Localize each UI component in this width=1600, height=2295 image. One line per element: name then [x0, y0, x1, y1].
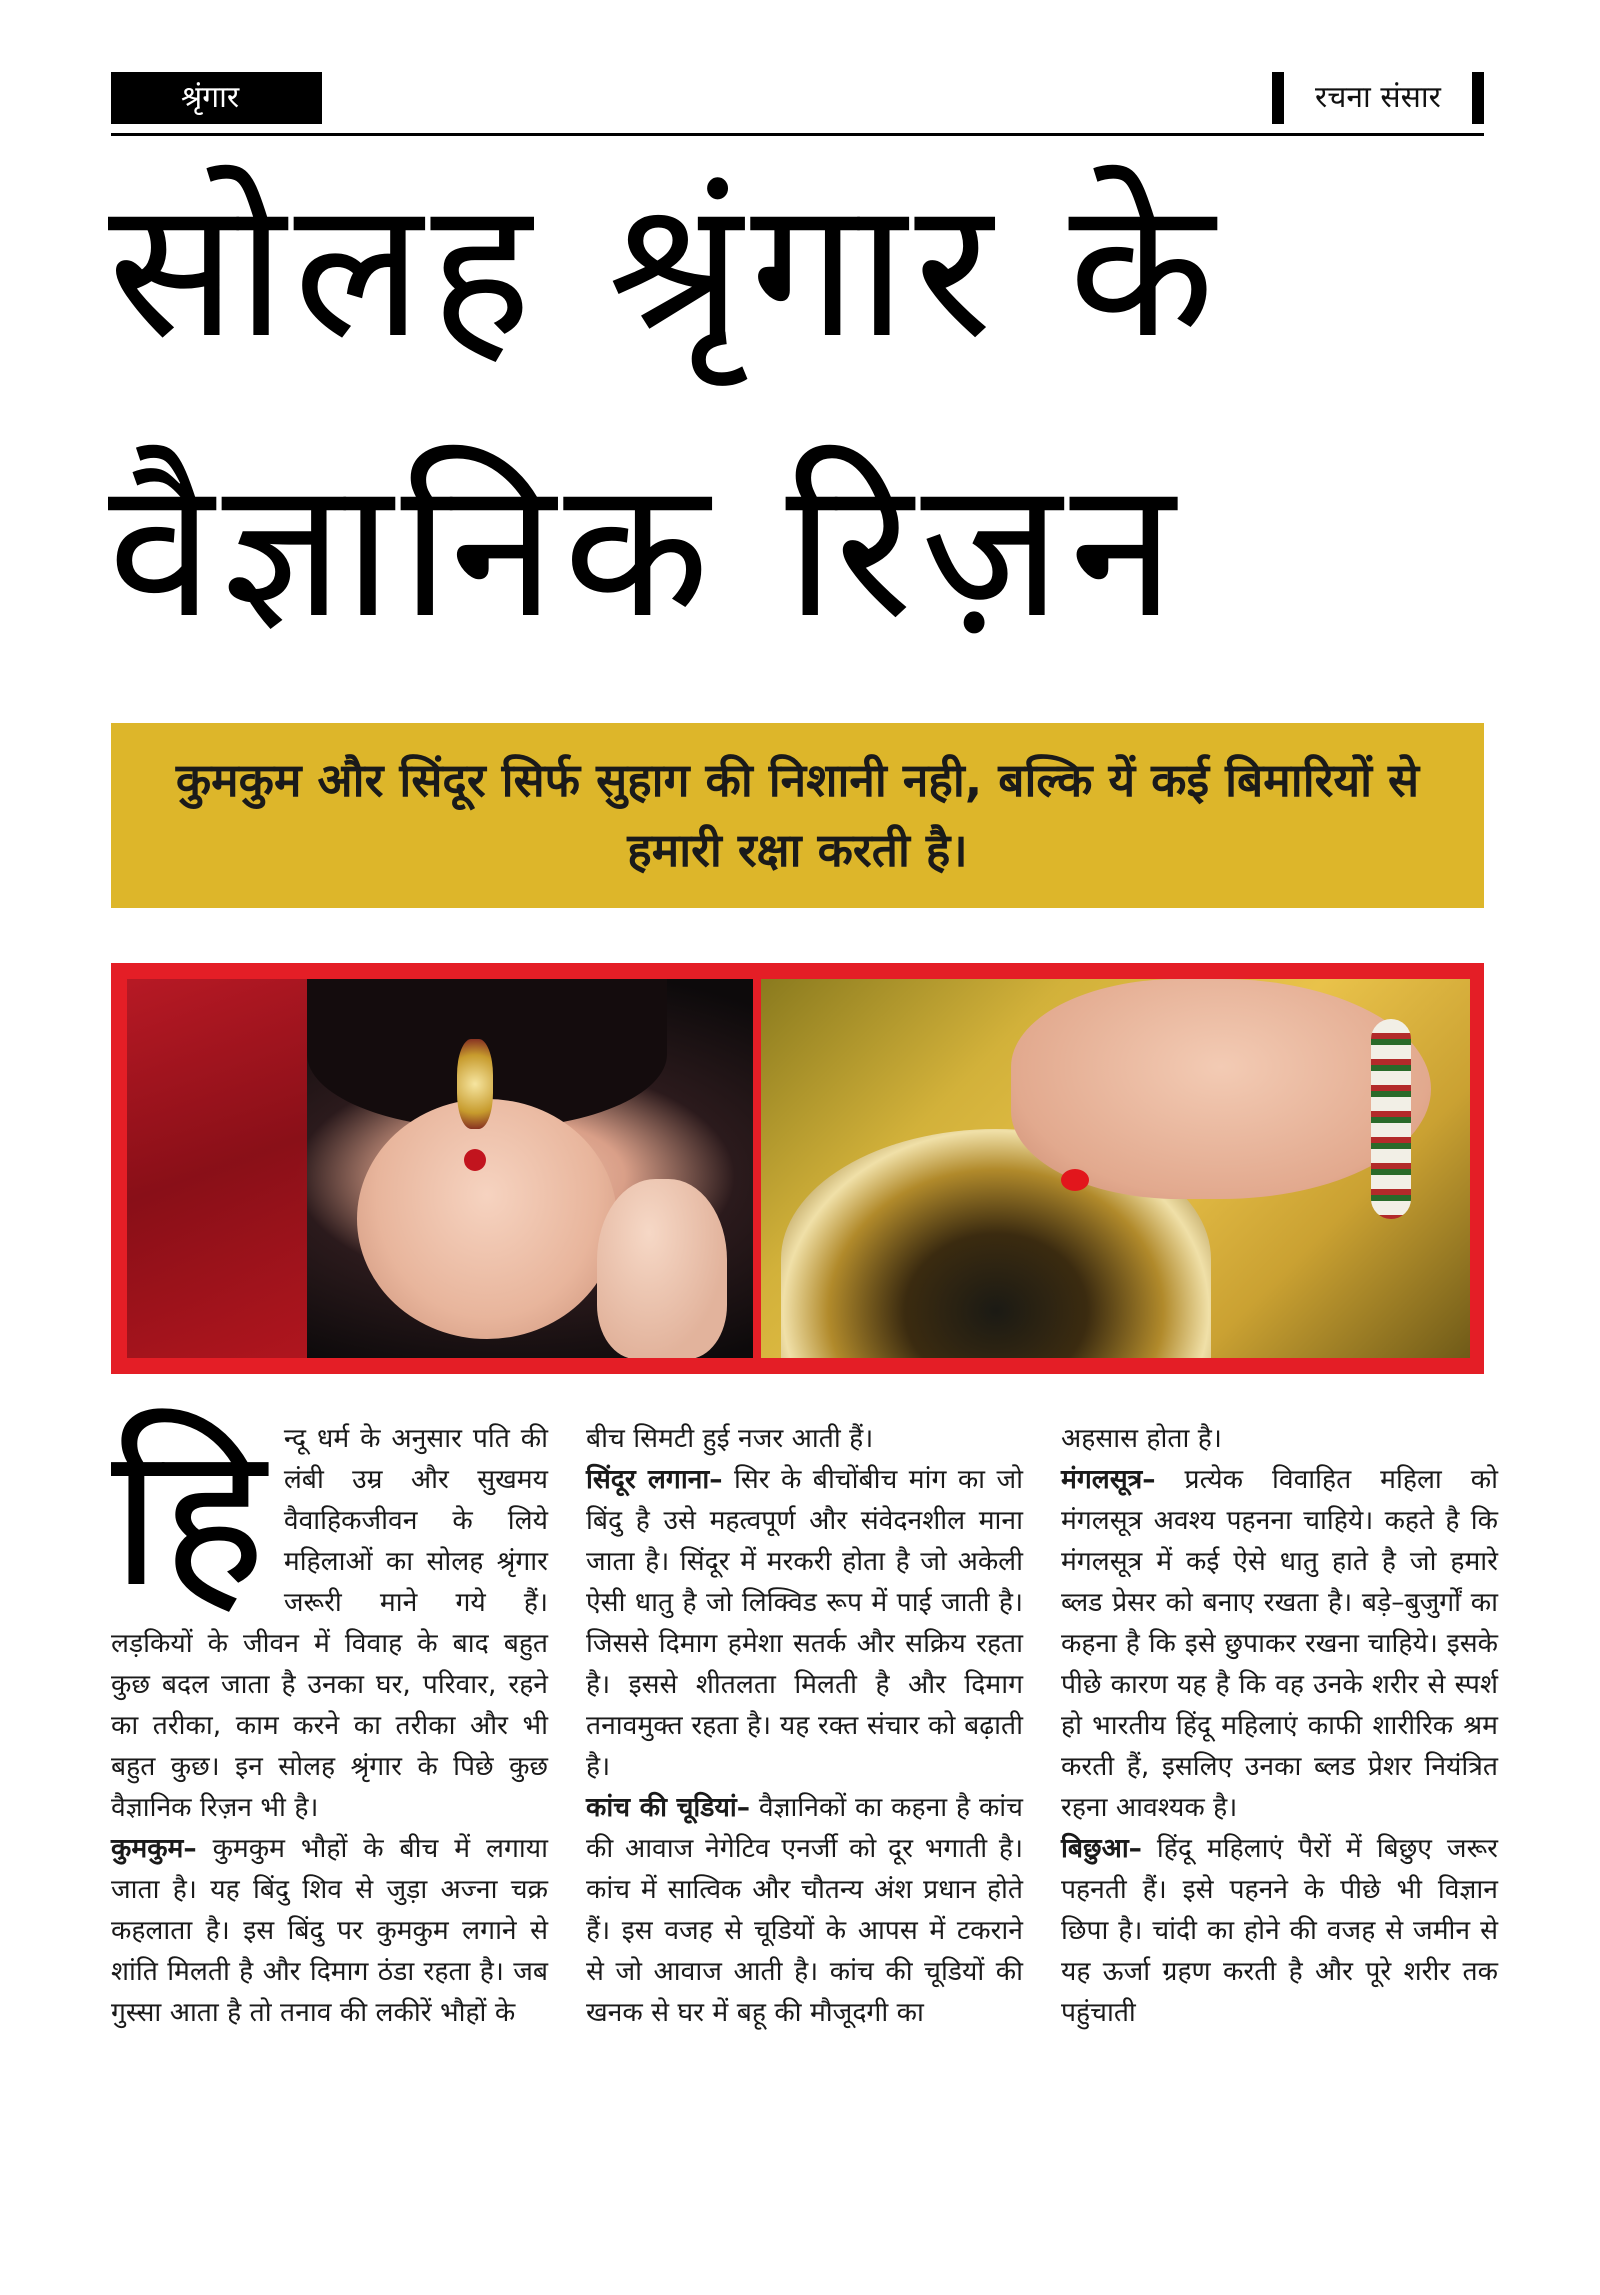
deck-text: कुमकुम और सिंदूर सिर्फ सुहाग की निशानी नही, बल्कि यें कई बिमारियों से हमारी रक्षा करती है।	[175, 753, 1420, 877]
article-column-1	[111, 1403, 548, 2033]
mangalsutra-text: प्रत्येक विवाहित महिला को मंगलसूत्र अवश्य पहनना चाहिये। कहते है कि मंगलसूत्र में कई ऐसे धातु हाते है जो हमारे ब्लड प्रेसर को बनाए रखता है। बड़े–बुजुर्गों का कहना है कि इसे छुपाकर रखना चाहिये। इसके पीछे कारण यह है कि वह उनके शरीर से स्पर्श हो भारतीय हिंदू महिलाएं काफी शारीरिक श्रम करती हैं, इसलिए उनका ब्लड प्रेशर नियंत्रित रहना आवश्यक है।	[1061, 1464, 1498, 1823]
column-tag: रचना संसार	[1272, 72, 1484, 124]
headline-line-2: वैज्ञानिक रिज़न	[108, 439, 1183, 660]
drop-cap: हि	[111, 1403, 266, 1631]
kumkum-text: कुमकुम भौहों के बीच में लगाया जाता है। यह बिंदु शिव से जुड़ा अज्ना चक्र कहलाता है। इस बिंदु पर कुमकुम लगाने से शांति मिलती है और दिमाग ठंडा रहता है। जब गुस्सा आता है तो तनाव की लकीरें भौहों के	[111, 1833, 548, 2028]
section-tag: श्रृंगार	[111, 72, 322, 124]
bride-hand	[597, 1179, 727, 1358]
bangles-paragraph	[586, 1787, 1023, 2033]
article-column-3	[1061, 1418, 1498, 2033]
column-3-continuation: अहसास होता है।	[1061, 1423, 1222, 1454]
headline-line-1: सोलह श्रृंगार के	[108, 159, 1223, 380]
bangles-text: वैज्ञानिकों का कहना है कांच की आवाज नेगेटिव एनर्जी को दूर भगाती है। कांच में सात्विक और चौतन्य अंश प्रधान होते हैं। इस वजह से चूडियों के आपस में टकराने से जो आवाज आती है। कांच की चूडियों की खनक से घर में बहू की मौजूदगी का	[586, 1792, 1023, 2028]
sindoor-mark	[1061, 1169, 1089, 1191]
bichhua-paragraph	[1061, 1828, 1498, 2033]
photo-frame	[111, 963, 1484, 1374]
article-column-2	[586, 1418, 1023, 2033]
mangalsutra-paragraph	[1061, 1459, 1498, 1828]
kumkum-paragraph	[111, 1828, 548, 2033]
bracelet	[1371, 1019, 1411, 1219]
sindoor-text: सिर के बीचोंबीच मांग का जो बिंदु है उसे महत्वपूर्ण और संवेदनशील माना जाता है। सिंदूर में मरकरी होता है जो अकेली ऐसी धातु है जो लिक्विड रूप में पाई जाती है। जिससे दिमाग हमेशा सतर्क और सक्रिय रहता है। इससे शीतलता मिलती है और दिमाग तनावमुक्त रहता है। यह रक्त संचार को बढ़ाती है।	[586, 1464, 1024, 1782]
header-rule	[111, 133, 1484, 136]
column-2-continuation: बीच सिमटी हुई नजर आती हैं।	[586, 1423, 874, 1454]
intro-text: न्दू धर्म के अनुसार पति की लंबी उम्र और सुखमय वैवाहिकजीवन के लिये महिलाओं का सोलह श्रृंगार जरूरी माने गये हैं। लड़कियों के जीवन में विवाह के बाद बहुत कुछ बदल जाता है उनका घर, परिवार, रहने का तरीका, काम करने का तरीका और भी बहुत कुछ। इन सोलह श्रृंगार के पिछे कुछ वैज्ञानिक रिज़न भी है।	[111, 1423, 548, 1823]
maang-tikka	[457, 1039, 493, 1129]
mangalsutra-heading: मंगलसूत्र–	[1061, 1464, 1156, 1495]
sindoor-paragraph	[586, 1459, 1023, 1787]
deck-box	[111, 723, 1484, 908]
bindi	[464, 1149, 486, 1171]
intro-paragraph	[111, 1403, 548, 1828]
red-veil	[127, 979, 307, 1358]
bride-face	[357, 1099, 617, 1339]
sindoor-photo	[761, 979, 1470, 1358]
bichhua-text: हिंदू महिलाएं पैरों में बिछुए जरूर पहनती हैं। इसे पहनने के पीछे भी विज्ञान छिपा है। चांदी का होने की वजह से जमीन से यह ऊर्जा ग्रहण करती है और पूरे शरीर तक पहुंचाती	[1061, 1833, 1498, 2028]
bichhua-heading: बिछुआ–	[1061, 1833, 1142, 1864]
applying-hand	[1011, 979, 1431, 1199]
sindoor-heading: सिंदूर लगाना–	[586, 1464, 723, 1495]
bangles-heading: कांच की चूडियां–	[586, 1792, 750, 1823]
bride-photo	[127, 979, 753, 1358]
kumkum-heading: कुमकुम–	[111, 1833, 197, 1864]
